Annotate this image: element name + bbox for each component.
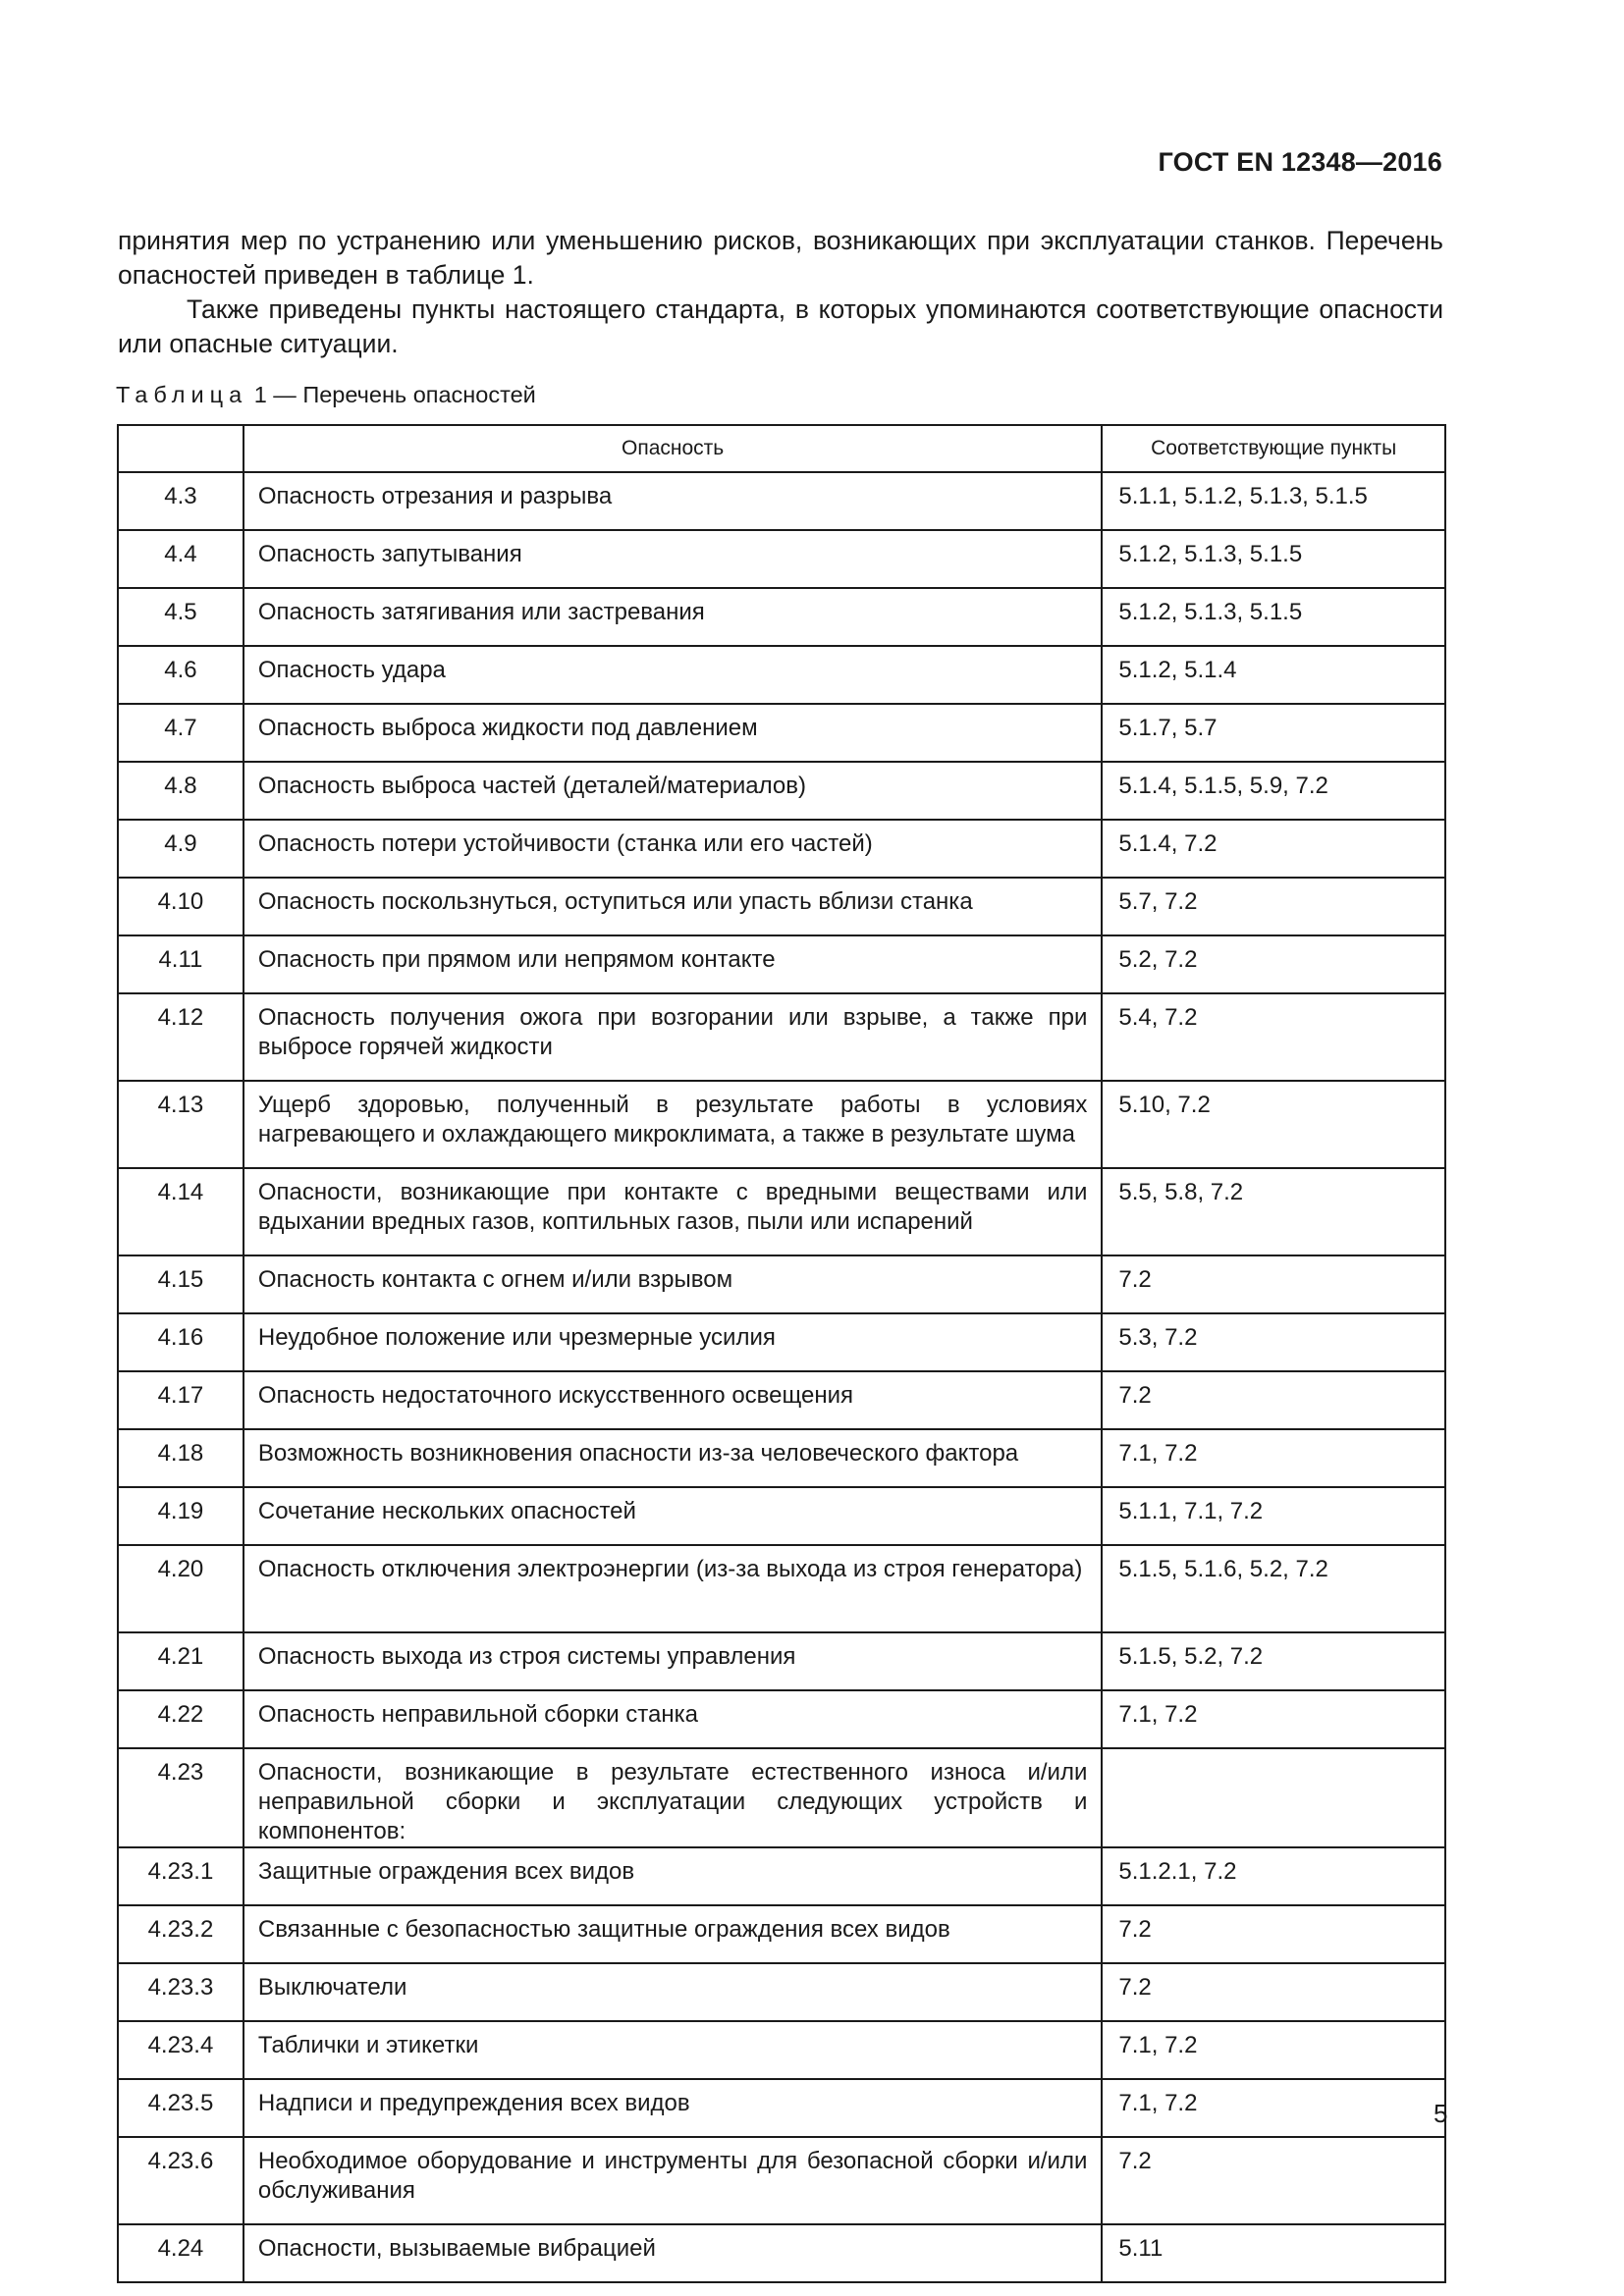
row-number: 4.22 <box>118 1690 244 1748</box>
table-row <box>118 935 1445 993</box>
row-hazard: Опасность отключения электроэнергии (из-за выхода из строя генератора) <box>244 1545 1103 1632</box>
table-row <box>118 588 1445 646</box>
table-row <box>118 1847 1445 1905</box>
row-hazard: Неудобное положение или чрезмерные усилия <box>244 1313 1103 1371</box>
row-number: 4.24 <box>118 2224 244 2282</box>
row-clauses: 7.2 <box>1102 1905 1445 1963</box>
row-clauses: 5.5, 5.8, 7.2 <box>1102 1168 1445 1255</box>
row-number: 4.23.2 <box>118 1905 244 1963</box>
row-clauses: 7.1, 7.2 <box>1102 1690 1445 1748</box>
table-row <box>118 1632 1445 1690</box>
table-row <box>118 2021 1445 2079</box>
row-number: 4.18 <box>118 1429 244 1487</box>
row-number: 4.19 <box>118 1487 244 1545</box>
row-hazard: Опасность недостаточного искусственного освещения <box>244 1371 1103 1429</box>
table-row <box>118 1081 1445 1168</box>
row-number: 4.23.4 <box>118 2021 244 2079</box>
table-row <box>118 2079 1445 2137</box>
row-hazard: Таблички и этикетки <box>244 2021 1103 2079</box>
row-hazard: Опасность выхода из строя системы управления <box>244 1632 1103 1690</box>
row-clauses <box>1102 1748 1445 1847</box>
row-hazard: Опасность отрезания и разрыва <box>244 472 1103 530</box>
table-row <box>118 1748 1445 1847</box>
row-hazard: Защитные ограждения всех видов <box>244 1847 1103 1905</box>
row-number: 4.23.5 <box>118 2079 244 2137</box>
row-number: 4.14 <box>118 1168 244 1255</box>
row-hazard: Опасность потери устойчивости (станка или его частей) <box>244 820 1103 878</box>
table-row <box>118 1313 1445 1371</box>
row-hazard: Опасность удара <box>244 646 1103 704</box>
row-clauses: 5.1.7, 5.7 <box>1102 704 1445 762</box>
row-clauses: 5.1.4, 7.2 <box>1102 820 1445 878</box>
table-row <box>118 878 1445 935</box>
row-hazard: Опасности, вызываемые вибрацией <box>244 2224 1103 2282</box>
row-number: 4.11 <box>118 935 244 993</box>
row-number: 4.20 <box>118 1545 244 1632</box>
row-clauses: 5.1.2, 5.1.3, 5.1.5 <box>1102 588 1445 646</box>
row-clauses: 5.1.5, 5.1.6, 5.2, 7.2 <box>1102 1545 1445 1632</box>
row-number: 4.6 <box>118 646 244 704</box>
row-number: 4.8 <box>118 762 244 820</box>
row-clauses: 5.4, 7.2 <box>1102 993 1445 1081</box>
row-clauses: 5.1.1, 7.1, 7.2 <box>1102 1487 1445 1545</box>
row-clauses: 5.3, 7.2 <box>1102 1313 1445 1371</box>
table-row <box>118 2224 1445 2282</box>
row-hazard: Опасность выброса частей (деталей/материалов) <box>244 762 1103 820</box>
row-number: 4.12 <box>118 993 244 1081</box>
intro-text <box>118 224 1443 361</box>
row-clauses: 7.2 <box>1102 2137 1445 2224</box>
row-hazard: Ущерб здоровью, полученный в результате работы в условиях нагревающего и охлаждающего микроклимата, а также в результате шума <box>244 1081 1103 1168</box>
table-header-row <box>118 425 1445 472</box>
row-number: 4.23.6 <box>118 2137 244 2224</box>
table-row <box>118 1255 1445 1313</box>
row-hazard: Опасность неправильной сборки станка <box>244 1690 1103 1748</box>
table-row <box>118 2137 1445 2224</box>
row-number: 4.15 <box>118 1255 244 1313</box>
row-hazard: Опасность получения ожога при возгорании или взрыве, а также при выбросе горячей жидкости <box>244 993 1103 1081</box>
row-hazard: Надписи и предупреждения всех видов <box>244 2079 1103 2137</box>
row-clauses: 5.2, 7.2 <box>1102 935 1445 993</box>
row-hazard: Возможность возникновения опасности из-за человеческого фактора <box>244 1429 1103 1487</box>
row-hazard: Опасность при прямом или непрямом контакте <box>244 935 1103 993</box>
row-clauses: 7.1, 7.2 <box>1102 1429 1445 1487</box>
row-clauses: 5.1.2, 5.1.4 <box>1102 646 1445 704</box>
row-clauses: 7.2 <box>1102 1255 1445 1313</box>
row-hazard: Выключатели <box>244 1963 1103 2021</box>
row-hazard: Опасность затягивания или застревания <box>244 588 1103 646</box>
table-row <box>118 1963 1445 2021</box>
row-number: 4.23 <box>118 1748 244 1847</box>
row-clauses: 5.10, 7.2 <box>1102 1081 1445 1168</box>
row-number: 4.9 <box>118 820 244 878</box>
row-clauses: 7.2 <box>1102 1963 1445 2021</box>
row-clauses: 7.2 <box>1102 1371 1445 1429</box>
table-row <box>118 1371 1445 1429</box>
row-number: 4.3 <box>118 472 244 530</box>
row-number: 4.16 <box>118 1313 244 1371</box>
table-row <box>118 646 1445 704</box>
table-row <box>118 762 1445 820</box>
table-row <box>118 472 1445 530</box>
row-number: 4.17 <box>118 1371 244 1429</box>
table-row <box>118 1690 1445 1748</box>
row-number: 4.4 <box>118 530 244 588</box>
intro-paragraph-2: Также приведены пункты настоящего стандарта, в которых упоминаются соответствующие опасности или опасные ситуации. <box>118 294 1443 358</box>
row-clauses: 5.1.2, 5.1.3, 5.1.5 <box>1102 530 1445 588</box>
row-number: 4.13 <box>118 1081 244 1168</box>
header-hazard: Опасность <box>244 425 1103 472</box>
row-clauses: 7.1, 7.2 <box>1102 2021 1445 2079</box>
intro-paragraph-1: принятия мер по устранению или уменьшению рисков, возникающих при эксплуатации станков. Перечень опасностей приведен в таблице 1. <box>118 226 1443 290</box>
row-number: 4.23.1 <box>118 1847 244 1905</box>
row-clauses: 5.1.1, 5.1.2, 5.1.3, 5.1.5 <box>1102 472 1445 530</box>
table-row <box>118 1168 1445 1255</box>
row-hazard: Сочетание нескольких опасностей <box>244 1487 1103 1545</box>
row-hazard: Опасность контакта с огнем и/или взрывом <box>244 1255 1103 1313</box>
table-row <box>118 1429 1445 1487</box>
document-code: ГОСТ EN 12348—2016 <box>1158 147 1442 177</box>
row-number: 4.7 <box>118 704 244 762</box>
header-number <box>118 425 244 472</box>
row-number: 4.23.3 <box>118 1963 244 2021</box>
row-hazard: Опасности, возникающие в результате естественного износа и/или неправильной сборки и эксплуатации следующих устройств и компонентов: <box>244 1748 1103 1847</box>
table-row <box>118 704 1445 762</box>
table-caption <box>116 382 536 408</box>
table-caption-text: 1 — Перечень опасностей <box>253 382 536 407</box>
row-hazard: Опасность запутывания <box>244 530 1103 588</box>
row-number: 4.10 <box>118 878 244 935</box>
row-clauses: 5.1.5, 5.2, 7.2 <box>1102 1632 1445 1690</box>
hazards-table <box>117 424 1446 2283</box>
table-row <box>118 1905 1445 1963</box>
row-clauses: 5.7, 7.2 <box>1102 878 1445 935</box>
row-clauses: 5.11 <box>1102 2224 1445 2282</box>
header-clauses: Соответствующие пункты <box>1102 425 1445 472</box>
table-caption-label: Таблица <box>116 382 248 407</box>
row-hazard: Опасности, возникающие при контакте с вредными веществами или вдыхании вредных газов, коптильных газов, пыли или испарений <box>244 1168 1103 1255</box>
row-hazard: Опасность выброса жидкости под давлением <box>244 704 1103 762</box>
row-number: 4.21 <box>118 1632 244 1690</box>
row-hazard: Опасность поскользнуться, оступиться или упасть вблизи станка <box>244 878 1103 935</box>
row-clauses: 5.1.4, 5.1.5, 5.9, 7.2 <box>1102 762 1445 820</box>
page-number: 5 <box>1434 2099 1448 2128</box>
table-row <box>118 820 1445 878</box>
table-row <box>118 1487 1445 1545</box>
table-row <box>118 993 1445 1081</box>
row-hazard: Необходимое оборудование и инструменты для безопасной сборки и/или обслуживания <box>244 2137 1103 2224</box>
row-hazard: Связанные с безопасностью защитные ограждения всех видов <box>244 1905 1103 1963</box>
table-row <box>118 1545 1445 1632</box>
row-number: 4.5 <box>118 588 244 646</box>
row-clauses: 7.1, 7.2 <box>1102 2079 1445 2137</box>
row-clauses: 5.1.2.1, 7.2 <box>1102 1847 1445 1905</box>
table-row <box>118 530 1445 588</box>
